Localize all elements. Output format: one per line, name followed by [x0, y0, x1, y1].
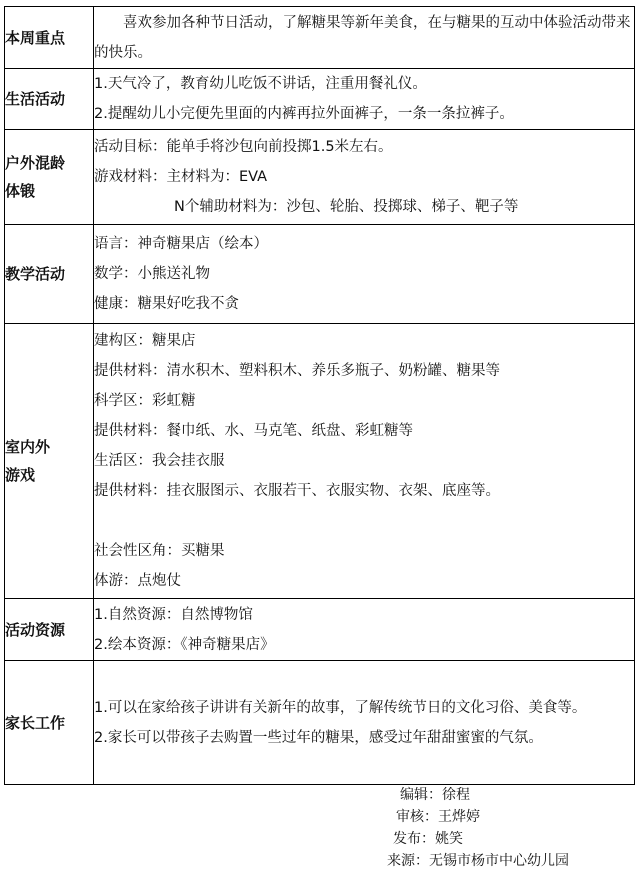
weekly-focus-text: 喜欢参加各种节日活动，了解糖果等新年美食，在与糖果的互动中体验活动带来的快乐。 [94, 14, 631, 61]
table-row-games [5, 324, 635, 599]
weekly-plan-table [4, 6, 635, 785]
footer-source: 来源：无锡市杨市中心幼儿园 [387, 853, 569, 869]
row-content-games [94, 324, 635, 599]
games-social-area: 社会性区角：买糖果 [94, 543, 225, 559]
games-sports-game: 体游：点炮仗 [94, 573, 181, 589]
games-spacer [94, 506, 634, 536]
outdoor-main-materials: 游戏材料：主材料为：EVA [94, 169, 268, 185]
row-content-life-activities [94, 69, 635, 130]
games-label-line-1: 室内外 [5, 438, 51, 456]
row-content-teaching [94, 225, 635, 324]
row-label-resources: 活动资源 [5, 599, 94, 661]
parent-work-item-2: 2.家长可以带孩子去购置一些过年的糖果，感受过年甜甜蜜蜜的气氛。 [94, 729, 543, 746]
row-label-life-activities: 生活活动 [5, 69, 94, 130]
table-row-parent-work [5, 661, 635, 785]
row-label-parent-work: 家长工作 [5, 661, 94, 785]
row-label-teaching: 教学活动 [5, 225, 94, 324]
outdoor-label-line-1: 户外混龄 [5, 154, 66, 172]
footer-editor: 编辑：徐程 [400, 787, 470, 803]
parent-work-item-1: 1.可以在家给孩子讲讲有关新年的故事，了解传统节日的文化习俗、美食等。 [94, 699, 587, 716]
games-construction-area: 建构区：糖果店 [94, 333, 196, 349]
table-row-resources [5, 599, 635, 661]
games-life-materials: 提供材料：挂衣服图示、衣服若干、衣服实物、衣架、底座等。 [94, 483, 500, 499]
games-science-area: 科学区：彩虹糖 [94, 393, 196, 409]
life-activity-item-1: 1.天气冷了，教育幼儿吃饭不讲话，注重用餐礼仪。 [94, 76, 427, 92]
table-row-life-activities [5, 69, 635, 130]
games-life-area: 生活区：我会挂衣服 [94, 453, 225, 469]
outdoor-label-line-2: 体锻 [5, 182, 36, 200]
outdoor-goal: 活动目标：能单手将沙包向前投掷1.5米左右。 [94, 139, 393, 155]
table-row-outdoor-exercise [5, 130, 635, 225]
table-row-weekly-focus [5, 7, 635, 69]
row-content-resources [94, 599, 635, 661]
teaching-math: 数学：小熊送礼物 [94, 266, 210, 282]
footer-publisher: 发布：姚笑 [393, 831, 463, 847]
table-row-teaching [5, 225, 635, 324]
games-science-materials: 提供材料：餐巾纸、水、马克笔、纸盘、彩虹糖等 [94, 423, 413, 439]
games-construction-materials: 提供材料：清水积木、塑料积木、养乐多瓶子、奶粉罐、糖果等 [94, 363, 500, 379]
row-content-parent-work [94, 661, 635, 785]
outdoor-aux-materials: N个辅助材料为：沙包、轮胎、投掷球、梯子、靶子等 [174, 199, 519, 215]
games-label-line-2: 游戏 [5, 466, 36, 484]
resource-natural: 1.自然资源：自然博物馆 [94, 606, 253, 623]
footer-reviewer: 审核：王烨婷 [396, 809, 480, 825]
row-label-outdoor-exercise [5, 130, 94, 225]
row-label-games [5, 324, 94, 599]
row-content-outdoor-exercise [94, 130, 635, 225]
row-content-weekly-focus [94, 7, 635, 69]
row-label-weekly-focus: 本周重点 [5, 7, 94, 69]
teaching-language: 语言：神奇糖果店（绘本） [94, 236, 268, 252]
life-activity-item-2: 2.提醒幼儿小完便先里面的内裤再拉外面裤子，一条一条拉裤子。 [94, 106, 514, 122]
resource-picture-book: 2.绘本资源：《神奇糖果店》 [94, 636, 275, 653]
teaching-health: 健康：糖果好吃我不贪 [94, 296, 239, 312]
